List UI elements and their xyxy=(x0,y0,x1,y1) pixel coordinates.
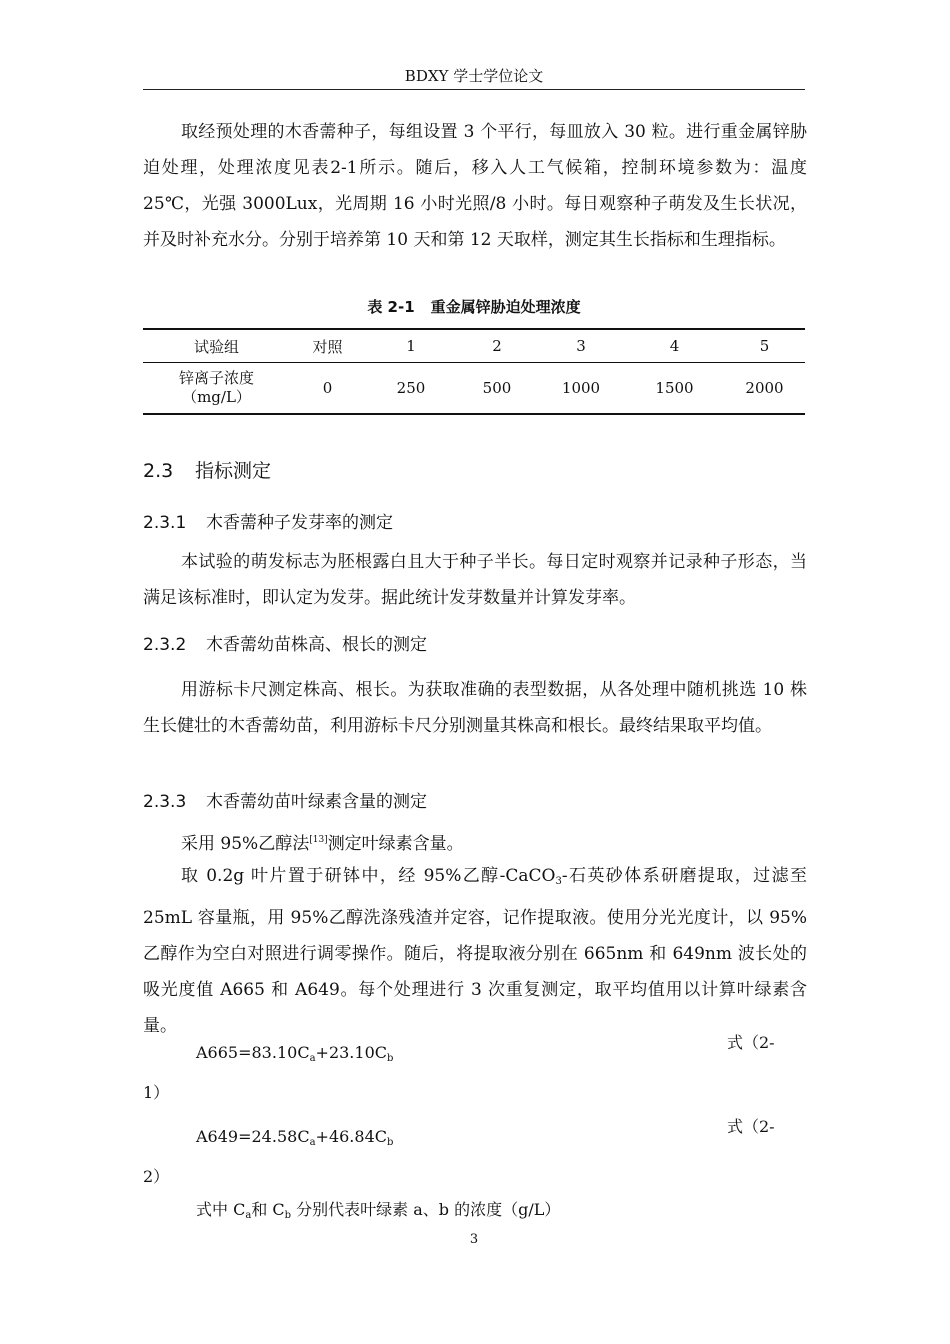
table-header-cell: 1 xyxy=(406,337,416,355)
eq-var: C xyxy=(233,1200,246,1219)
intro-paragraph: 取经预处理的木香薷种子，每组设置 3 个平行，每皿放入 30 粒。进行重金属锌胁迫处理，处理浓度见表2-1所示。随后，移入人工气候箱，控制环境参数为：温度 25℃，光强 3000Lux，光周期 16 小时光照/8 小时。每日观察种子萌发及生长状况，并及时补充水分。分别于培养第 10 天和第 12 天取样，测定其生长指标和生理指标。 xyxy=(143,122,807,250)
section-heading-2-3-2 xyxy=(143,634,427,656)
section-number: 2.3 xyxy=(143,460,174,482)
chlorophyll-procedure-paragraph xyxy=(143,858,807,1044)
row-label-line1: 锌离子浓度 xyxy=(178,369,254,387)
section-heading-2-3 xyxy=(143,459,271,483)
page-number: 3 xyxy=(469,1232,479,1247)
germination-paragraph: 本试验的萌发标志为胚根露白且大于种子半长。每日定时观察并记录种子形态，当满足该标准时，即认定为发芽。据此统计发芽数量并计算发芽率。 xyxy=(143,552,807,608)
header-rule xyxy=(143,89,805,90)
table-header-cell: 3 xyxy=(576,337,586,355)
eq-var: C xyxy=(297,1043,310,1062)
table-header-cell: 试验组 xyxy=(193,337,239,356)
table-row-label xyxy=(143,363,290,415)
eq-sub: b xyxy=(387,1137,394,1148)
eq-text: +23.10 xyxy=(315,1043,375,1062)
eq-sub: b xyxy=(284,1210,292,1221)
eq-text: A649=24.58 xyxy=(196,1127,298,1146)
eq-var: C xyxy=(374,1043,387,1062)
equation-1-ref-cont: 1） xyxy=(143,1083,170,1102)
chlorophyll-method-paragraph xyxy=(143,822,807,862)
table-cell: 250 xyxy=(396,378,426,397)
citation-ref: [13] xyxy=(309,835,328,845)
table-cell: 500 xyxy=(482,378,512,397)
eq-var: C xyxy=(297,1127,310,1146)
eq-sub: b xyxy=(387,1053,394,1064)
section-title: 指标测定 xyxy=(195,460,272,482)
section-number: 2.3.3 xyxy=(143,792,187,812)
equation-note xyxy=(196,1199,560,1227)
section-title: 木香薷幼苗株高、根长的测定 xyxy=(206,635,427,655)
text-run: 取 0.2g 叶片置于研钵中，经 95%乙醇-CaCO xyxy=(181,866,556,886)
note-text: 和 xyxy=(251,1200,273,1219)
eq-var: C xyxy=(272,1200,285,1219)
table-header-cell: 对照 xyxy=(312,337,343,356)
equation-2 xyxy=(196,1126,393,1154)
table-row xyxy=(143,363,805,415)
text-run: 测定叶绿素含量。 xyxy=(327,834,464,854)
equation-1 xyxy=(196,1042,393,1070)
table-caption xyxy=(143,296,805,317)
eq-var: C xyxy=(374,1127,387,1146)
eq-text: A665=83.10 xyxy=(196,1043,298,1062)
table-cell: 0 xyxy=(322,378,333,397)
eq-sub: a xyxy=(245,1210,252,1221)
subscript: 3 xyxy=(555,876,562,887)
equation-1-ref: 式（2- xyxy=(727,1033,775,1052)
section-title: 木香薷幼苗叶绿素含量的测定 xyxy=(206,792,427,812)
table-caption-text: 重金属锌胁迫处理浓度 xyxy=(430,298,581,316)
section-title: 木香薷种子发芽率的测定 xyxy=(206,513,393,533)
equation-2-ref-cont: 2） xyxy=(143,1167,170,1186)
running-header: BDXY 学士学位论文 xyxy=(404,67,544,85)
table-cell: 1500 xyxy=(655,378,694,397)
eq-sub: a xyxy=(309,1137,316,1148)
table-header-cell: 4 xyxy=(669,337,680,355)
table-cell: 2000 xyxy=(745,378,784,397)
table-caption-label: 表 2-1 xyxy=(367,298,415,316)
section-number: 2.3.1 xyxy=(143,513,187,533)
section-number: 2.3.2 xyxy=(143,635,187,655)
section-heading-2-3-3 xyxy=(143,791,427,813)
text-run: -石英砂体系研磨提取，过滤至 25mL 容量瓶，用 95%乙醇洗涤残渣并定容，记作提取液。使用分光光度计，以 95%乙醇作为空白对照进行调零操作。随后，将提取液分别在 665nm 和 649nm 波长处的吸光度值 A665 和 A649。每个处理进行 3 次重复测定，取平均值用以计算叶绿素含量。 xyxy=(143,866,807,1036)
eq-text: +46.84 xyxy=(315,1127,375,1146)
table-header-row xyxy=(143,329,805,363)
section-heading-2-3-1 xyxy=(143,512,393,534)
concentration-table xyxy=(143,328,805,415)
eq-sub: a xyxy=(309,1053,316,1064)
table-header-cell: 2 xyxy=(492,337,502,355)
row-label-line2: （mg/L） xyxy=(182,388,251,406)
table-header-cell: 5 xyxy=(759,337,770,355)
equation-2-ref: 式（2- xyxy=(727,1117,775,1136)
note-text: 分别代表叶绿素 a、b 的浓度（g/L） xyxy=(296,1200,561,1219)
height-root-paragraph: 用游标卡尺测定株高、根长。为获取准确的表型数据，从各处理中随机挑选 10 株生长健壮的木香薷幼苗，利用游标卡尺分别测量其株高和根长。最终结果取平均值。 xyxy=(143,680,807,736)
text-run: 采用 95%乙醇法 xyxy=(181,834,310,854)
table-cell: 1000 xyxy=(561,378,601,397)
note-text: 式中 xyxy=(196,1200,234,1219)
